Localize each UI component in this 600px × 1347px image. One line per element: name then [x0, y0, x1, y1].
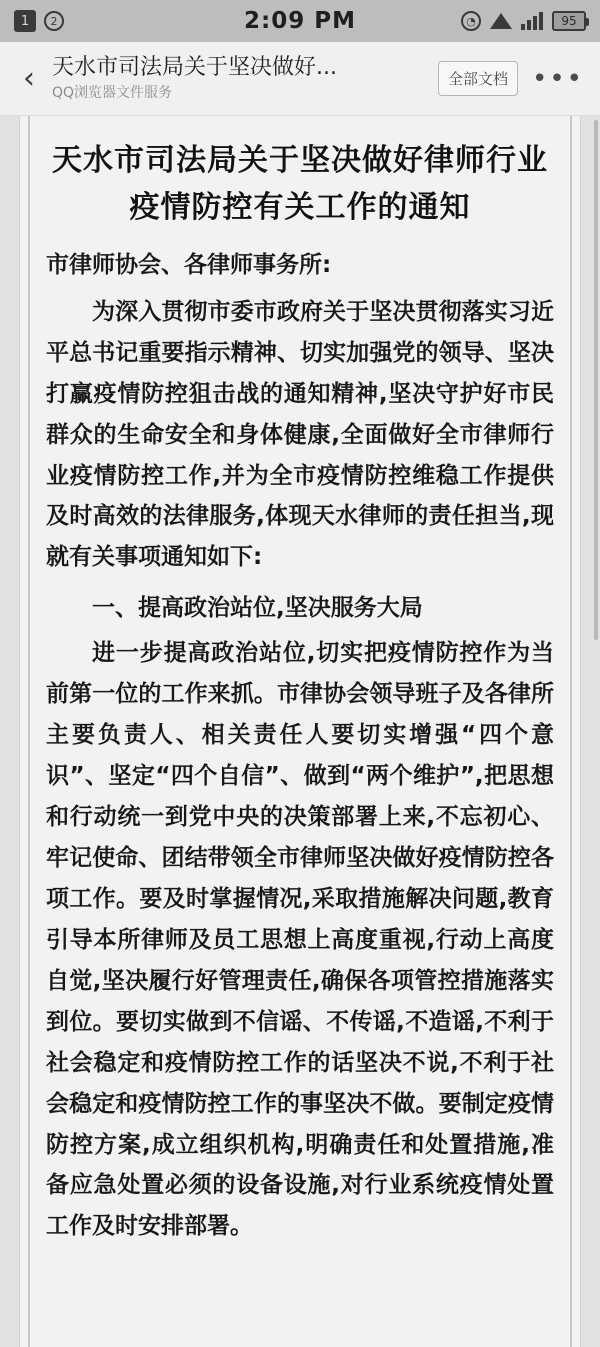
signal-icon [521, 12, 543, 30]
sim-1-icon: 1 [14, 10, 36, 32]
sim-2-icon: 2 [44, 11, 64, 31]
document-paragraph: 进一步提高政治站位,切实把疫情防控作为当前第一位的工作来抓。市律协会领导班子及各律所主要负责人、相关责任人要切实增强“四个意识”、坚定“四个自信”、做到“两个维护”,把思想和行动统一到党中央的决策部署上来,不忘初心、牢记使命、团结带领全市律师坚决做好疫情防控各项工作。要及时掌握情况,采取措施解决问题,教育引导本所律师及员工思想上高度重视,行动上高度自觉,坚决履行好管理责任,确保各项管控措施落实到位。要切实做到不信谣、不传谣,不造谣,不利于社会稳定和疫情防控工作的话坚决不说,不利于社会稳定和疫情防控工作的事坚决不做。要制定疫情防控方案,成立组织机构,明确责任和处置措施,准备应急处置必须的设备设施,对行业系统疫情处置工作及时安排部署。 [46, 640, 554, 1240]
document-subheading: 一、提高政治站位,坚决服务大局 [92, 595, 423, 622]
status-time: 2:09 PM [244, 8, 356, 34]
document-heading: 天水市司法局关于坚决做好律师行业疫情防控有关工作的通知 [52, 143, 548, 225]
document-page [20, 116, 580, 1347]
alarm-icon: ◔ [461, 11, 481, 31]
page-subtitle: QQ浏览器文件服务 [52, 84, 173, 101]
status-left-icons [14, 10, 64, 32]
wifi-icon [490, 13, 512, 29]
page-title: 天水市司法局关于坚决做好... [52, 55, 337, 81]
back-chevron-icon[interactable]: ‹ [23, 61, 35, 96]
all-documents-button[interactable]: 全部文档 [438, 61, 518, 96]
title-text-group [52, 55, 430, 101]
app-title-bar [0, 42, 600, 116]
more-dots-icon[interactable]: ••• [531, 63, 584, 94]
battery-icon: 95 [552, 11, 586, 31]
vertical-scrollbar[interactable] [594, 120, 598, 640]
document-scroll-area[interactable] [0, 116, 600, 1347]
status-right-icons [461, 11, 586, 31]
document-paragraph: 为深入贯彻市委市政府关于坚决贯彻落实习近平总书记重要指示精神、切实加强党的领导、坚决打赢疫情防控狙击战的通知精神,坚决守护好市民群众的生命安全和身体健康,全面做好全市律师行业疫情防控工作,并为全市疫情防控维稳工作提供及时高效的法律服务,体现天水律师的责任担当,现就有关事项通知如下: [46, 298, 554, 571]
status-bar [0, 0, 600, 42]
document-salutation: 市律师协会、各律师事务所: [46, 252, 332, 278]
